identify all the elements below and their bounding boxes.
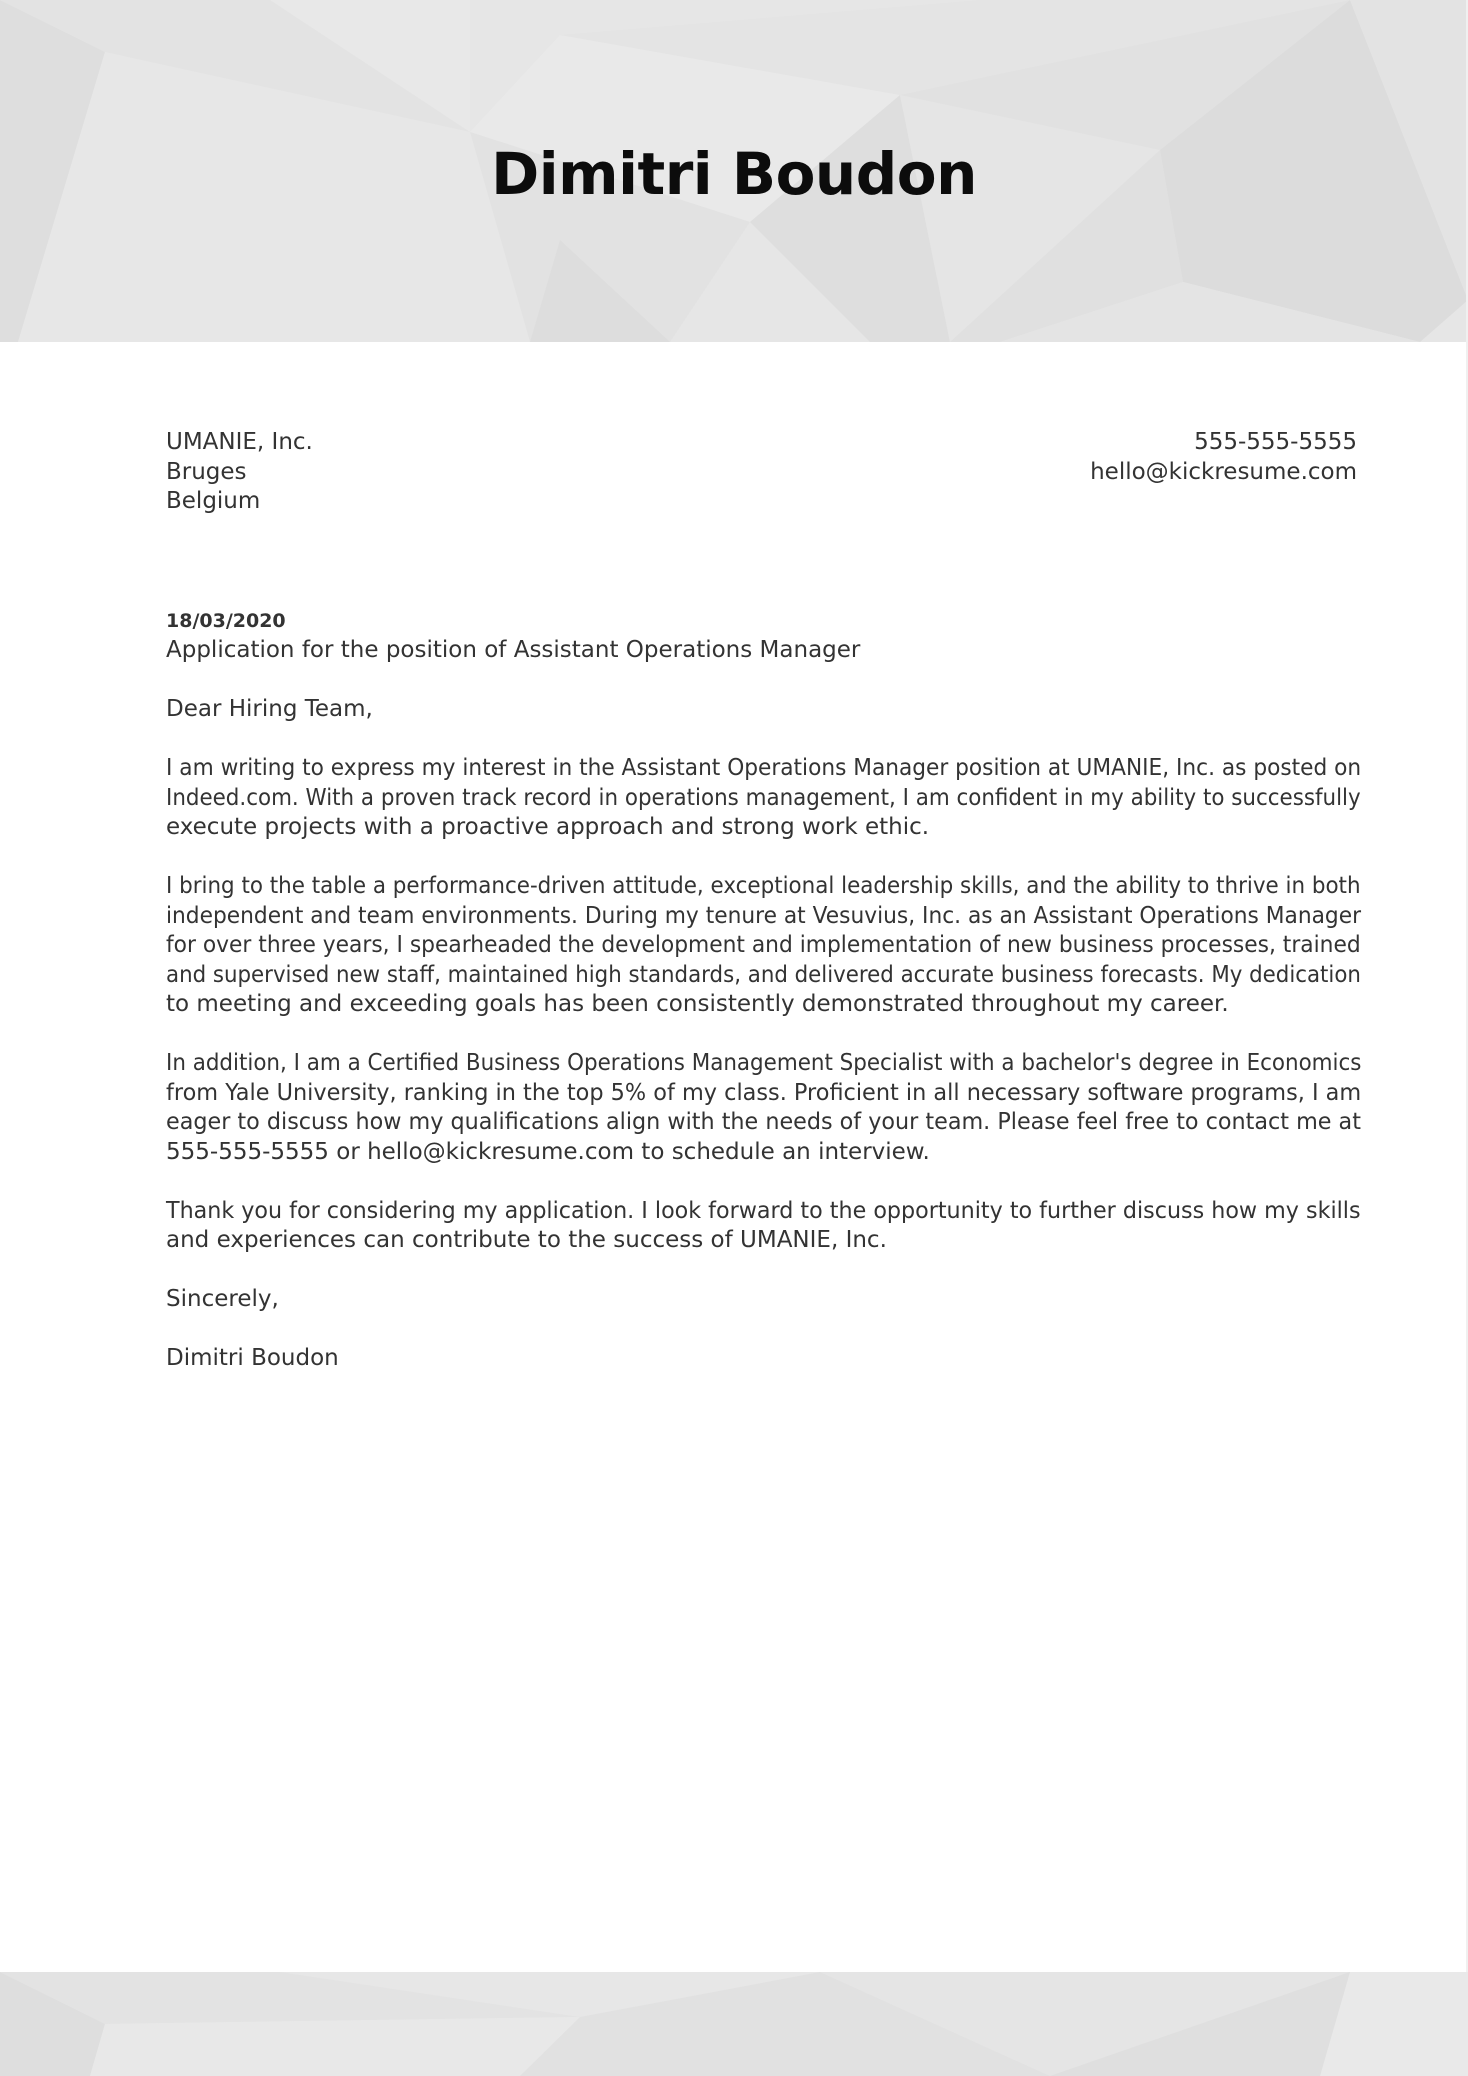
recipient-address xyxy=(166,428,313,517)
recipient-country: Belgium xyxy=(166,488,261,514)
letter-date: 18/03/2020 xyxy=(166,610,286,632)
recipient-company: UMANIE, Inc. xyxy=(166,429,313,455)
paragraph-4 xyxy=(166,1197,1361,1256)
paragraph-2 xyxy=(166,872,1361,1020)
paragraph-line: execute projects with a proactive approach and strong work ethic. xyxy=(166,814,930,840)
paragraph-line: 555-555-5555 or hello@kickresume.com to schedule an interview. xyxy=(166,1138,930,1165)
letter-subject: Application for the position of Assistant Operations Manager xyxy=(166,637,861,663)
paragraph-line: from Yale University, ranking in the top 5% of my class. Proficient in all necessary software programs, I am xyxy=(166,1079,1362,1106)
paragraph-line: independent and team environments. During my tenure at Vesuvius, Inc. as an Assistant Operations Manager xyxy=(166,902,1362,929)
sender-email: hello@kickresume.com xyxy=(1090,458,1357,485)
footer-band xyxy=(0,1972,1468,2076)
header-band xyxy=(0,0,1468,342)
polygon-pattern-footer xyxy=(0,1972,1468,2076)
sender-phone: 555-555-5555 xyxy=(1194,429,1357,455)
paragraph-line: Indeed.com. With a proven track record in operations management, I am confident in my ability to successfully xyxy=(166,784,1361,811)
salutation: Dear Hiring Team, xyxy=(166,696,373,722)
paragraph-line: eager to discuss how my qualifications align with the needs of your team. Please feel free to contact me at xyxy=(166,1109,1361,1135)
paragraph-line: Thank you for considering my application. I look forward to the opportunity to further discuss how my skills xyxy=(166,1197,1361,1224)
applicant-name: Dimitri Boudon xyxy=(491,140,977,208)
signature: Dimitri Boudon xyxy=(166,1345,339,1371)
paragraph-1 xyxy=(166,754,1361,843)
paragraph-line: In addition, I am a Certified Business Operations Management Specialist with a bachelor's degree in Economics xyxy=(166,1050,1362,1076)
paragraph-line: I bring to the table a performance-driven attitude, exceptional leadership skills, and the ability to thrive in both xyxy=(166,873,1361,899)
paragraph-line: and supervised new staff, maintained high standards, and delivered accurate business forecasts. My dedication xyxy=(166,961,1361,988)
paragraph-line: I am writing to express my interest in the Assistant Operations Manager position at UMANIE, Inc. as posted on xyxy=(166,755,1362,781)
closing: Sincerely, xyxy=(166,1286,279,1312)
paragraph-line: for over three years, I spearheaded the development and implementation of new business processes, trained xyxy=(166,932,1361,958)
letter-body xyxy=(166,607,1361,1374)
paragraph-line: to meeting and exceeding goals has been consistently demonstrated throughout my career. xyxy=(166,991,1229,1017)
paragraph-3 xyxy=(166,1049,1361,1167)
paragraph-line: and experiences can contribute to the success of UMANIE, Inc. xyxy=(166,1227,887,1253)
sender-contact xyxy=(1090,428,1357,487)
recipient-city: Bruges xyxy=(166,458,247,485)
